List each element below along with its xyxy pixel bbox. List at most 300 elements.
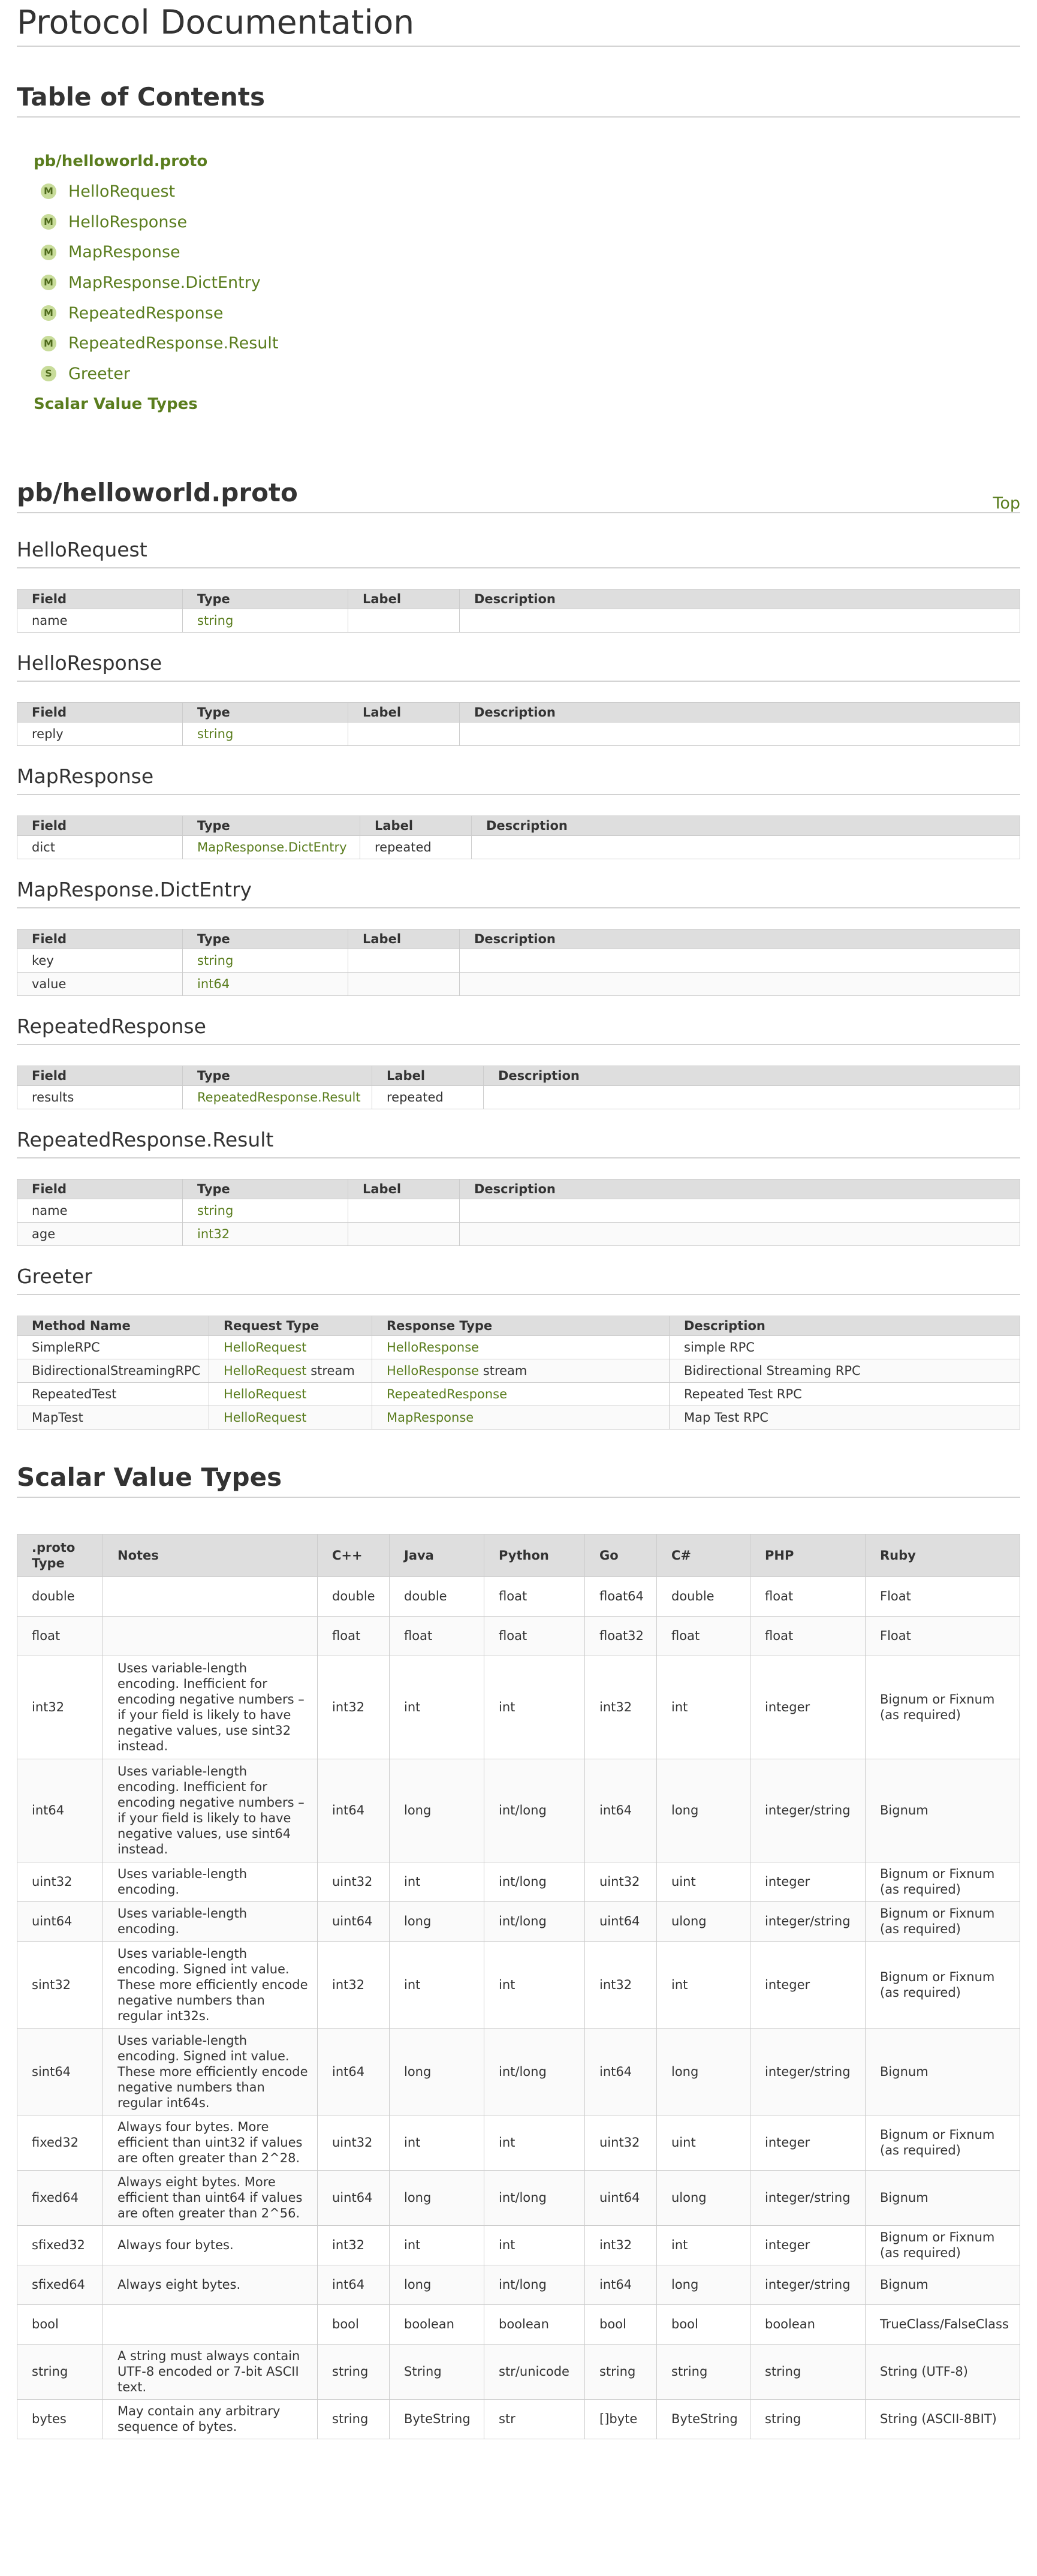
scalar-cell-php: integer/string: [750, 1901, 866, 1941]
scalar-cell-csharp: int: [657, 2225, 750, 2265]
scalar-cell-python: int: [484, 1941, 585, 2028]
scalar-cell-php: integer: [750, 1862, 866, 1901]
doc-page: [0, 2, 1037, 2439]
scalar-cell-csharp: uint: [657, 1862, 750, 1901]
scalar-cell-notes: Always eight bytes.: [103, 2265, 318, 2304]
scalar-cell-ruby: Bignum or Fixnum (as required): [866, 2115, 1020, 2170]
method-description: simple RPC: [670, 1335, 1020, 1359]
scalar-cell-ruby: Bignum or Fixnum (as required): [866, 1941, 1020, 2028]
col-header-python: Python: [484, 1534, 585, 1576]
scalar-cell-go: uint32: [585, 1862, 657, 1901]
col-header-description: Description: [460, 589, 1020, 609]
table-row: [17, 2225, 1020, 2265]
scalar-cell-python: int/long: [484, 2028, 585, 2115]
scalar-cell-python: str: [484, 2399, 585, 2439]
scalar-cell-notes: Uses variable-length encoding. Signed int value. These more efficiently encode negative numbers than regular int64s.: [103, 2028, 318, 2115]
scalar-cell-proto: uint32: [17, 1862, 103, 1901]
table-row: [17, 1576, 1020, 1616]
scalar-cell-go: bool: [585, 2304, 657, 2344]
scalar-cell-cpp: uint32: [318, 2115, 390, 2170]
scalar-cell-ruby: Float: [866, 1576, 1020, 1616]
toc-heading: Table of Contents: [17, 82, 1020, 118]
table-row: [17, 972, 1020, 995]
table-row: [17, 1406, 1020, 1429]
scalar-cell-proto: sint64: [17, 2028, 103, 2115]
repeatedresponse-fields-table: [17, 1066, 1020, 1109]
field-type-link[interactable]: string: [197, 953, 234, 968]
method-name: MapTest: [17, 1406, 209, 1429]
scalar-cell-python: int/long: [484, 1862, 585, 1901]
col-header-label: Label: [348, 589, 460, 609]
response-type-link[interactable]: RepeatedResponse: [387, 1386, 508, 1401]
request-type-link[interactable]: HelloRequest: [224, 1340, 307, 1355]
table-row: [17, 609, 1020, 632]
scalar-cell-java: int: [390, 1862, 484, 1901]
field-description: [460, 609, 1020, 632]
scalar-cell-csharp: string: [657, 2344, 750, 2399]
scalar-cell-go: uint64: [585, 1901, 657, 1941]
scalar-cell-proto: bytes: [17, 2399, 103, 2439]
greeter-methods-table: [17, 1316, 1020, 1430]
scalar-cell-java: long: [390, 1759, 484, 1862]
scalar-cell-proto: float: [17, 1616, 103, 1656]
scalar-types-table: [17, 1534, 1020, 2439]
toc-message-list: [34, 176, 1020, 389]
message-title-helloresponse: HelloResponse: [17, 651, 1020, 682]
table-row: [17, 1759, 1020, 1862]
col-header-description: Description: [460, 1179, 1020, 1199]
scalar-cell-go: int64: [585, 2265, 657, 2304]
scalar-cell-java: int: [390, 1656, 484, 1759]
message-title-repeatedresult: RepeatedResponse.Result: [17, 1127, 1020, 1158]
scalar-cell-cpp: int32: [318, 1941, 390, 2028]
table-row: [17, 949, 1020, 972]
scalar-cell-php: integer: [750, 2225, 866, 2265]
toc-item-hellorequest[interactable]: [41, 176, 1020, 207]
scalar-cell-proto: string: [17, 2344, 103, 2399]
field-type-link[interactable]: string: [197, 613, 234, 628]
scalar-cell-notes: Uses variable-length encoding.: [103, 1862, 318, 1901]
method-name: SimpleRPC: [17, 1335, 209, 1359]
dictentry-fields-table: [17, 929, 1020, 996]
scalar-cell-csharp: long: [657, 1759, 750, 1862]
col-header-type: Type: [183, 1066, 372, 1085]
col-header-field: Field: [17, 1179, 183, 1199]
scalar-cell-notes: Always four bytes.: [103, 2225, 318, 2265]
scalar-cell-python: int/long: [484, 2170, 585, 2225]
scalar-cell-java: int: [390, 1941, 484, 2028]
table-row: [17, 1335, 1020, 1359]
scalar-cell-csharp: int: [657, 1941, 750, 2028]
col-header-description: Description: [670, 1316, 1020, 1335]
col-header-php: PHP: [750, 1534, 866, 1576]
toc-link[interactable]: HelloResponse: [68, 212, 188, 231]
col-header-label: Label: [360, 815, 472, 835]
field-description: [460, 1199, 1020, 1222]
col-header-response: Response Type: [372, 1316, 670, 1335]
field-type-link[interactable]: string: [197, 726, 234, 741]
scalar-cell-proto: sfixed64: [17, 2265, 103, 2304]
scalar-cell-proto: fixed32: [17, 2115, 103, 2170]
scalar-cell-cpp: double: [318, 1576, 390, 1616]
table-row: [17, 1222, 1020, 1245]
col-header-ruby: Ruby: [866, 1534, 1020, 1576]
scalar-cell-python: int: [484, 1656, 585, 1759]
scalar-cell-java: double: [390, 1576, 484, 1616]
scalar-cell-java: float: [390, 1616, 484, 1656]
col-header-type: Type: [183, 589, 348, 609]
col-header-field: Field: [17, 702, 183, 722]
scalar-cell-python: int: [484, 2225, 585, 2265]
field-description: [460, 1222, 1020, 1245]
scalar-cell-python: int/long: [484, 1759, 585, 1862]
scalar-cell-notes: Uses variable-length encoding. Signed int value. These more efficiently encode negative numbers than regular int32s.: [103, 1941, 318, 2028]
scalar-cell-python: int/long: [484, 1901, 585, 1941]
method-description: Bidirectional Streaming RPC: [670, 1359, 1020, 1382]
scalar-cell-php: boolean: [750, 2304, 866, 2344]
request-type-link[interactable]: HelloRequest: [224, 1363, 307, 1378]
scalar-cell-python: int/long: [484, 2265, 585, 2304]
scalar-cell-cpp: int64: [318, 2265, 390, 2304]
field-label: [348, 1199, 460, 1222]
col-header-description: Description: [460, 929, 1020, 949]
scalar-cell-csharp: int: [657, 1656, 750, 1759]
message-badge-icon: M: [41, 336, 56, 351]
scalar-cell-php: integer: [750, 2115, 866, 2170]
scalar-cell-php: integer/string: [750, 2170, 866, 2225]
scalar-cell-php: float: [750, 1576, 866, 1616]
scalar-cell-ruby: Float: [866, 1616, 1020, 1656]
method-description: Repeated Test RPC: [670, 1382, 1020, 1406]
scalar-cell-python: str/unicode: [484, 2344, 585, 2399]
scalar-cell-csharp: long: [657, 2028, 750, 2115]
scalar-cell-proto: sfixed32: [17, 2225, 103, 2265]
field-type-link[interactable]: int32: [197, 1226, 230, 1241]
message-badge-icon: M: [41, 214, 56, 230]
col-header-label: Label: [348, 702, 460, 722]
response-type-link[interactable]: HelloResponse: [387, 1363, 480, 1378]
scalar-cell-java: ByteString: [390, 2399, 484, 2439]
scalar-cell-cpp: int64: [318, 2028, 390, 2115]
toc-link[interactable]: MapResponse: [68, 243, 180, 262]
col-header-request: Request Type: [209, 1316, 372, 1335]
toc-item-greeter[interactable]: [41, 359, 1020, 389]
field-description: [484, 1085, 1020, 1109]
scalar-cell-go: int32: [585, 2225, 657, 2265]
scalar-cell-cpp: uint64: [318, 1901, 390, 1941]
field-label: [348, 949, 460, 972]
scalar-cell-notes: Uses variable-length encoding.: [103, 1901, 318, 1941]
scalar-cell-php: integer: [750, 1941, 866, 2028]
scalar-cell-go: int32: [585, 1941, 657, 2028]
scalar-cell-cpp: float: [318, 1616, 390, 1656]
table-row: [17, 2344, 1020, 2399]
scalar-cell-ruby: Bignum: [866, 2028, 1020, 2115]
spacer: [17, 118, 1020, 146]
field-name: name: [17, 1199, 183, 1222]
scalar-cell-cpp: string: [318, 2399, 390, 2439]
toc-list: [17, 146, 1020, 419]
col-header-csharp: C#: [657, 1534, 750, 1576]
message-title-hellorequest: HelloRequest: [17, 537, 1020, 568]
scalar-cell-ruby: Bignum: [866, 2265, 1020, 2304]
field-name: value: [17, 972, 183, 995]
scalar-cell-csharp: ByteString: [657, 2399, 750, 2439]
scalar-cell-proto: int32: [17, 1656, 103, 1759]
message-title-dictentry: MapResponse.DictEntry: [17, 877, 1020, 908]
scalar-cell-go: int64: [585, 1759, 657, 1862]
file-title-text: pb/helloworld.proto: [17, 477, 298, 507]
field-name: reply: [17, 722, 183, 745]
scalar-section-title: Scalar Value Types: [17, 1462, 1020, 1498]
scalar-header-row: [17, 1534, 1020, 1576]
helloresponse-fields-table: [17, 702, 1020, 746]
col-header-type: Type: [183, 1179, 348, 1199]
scalar-cell-ruby: Bignum or Fixnum (as required): [866, 2225, 1020, 2265]
table-row: [17, 1656, 1020, 1759]
scalar-cell-csharp: ulong: [657, 2170, 750, 2225]
mapresponse-fields-table: [17, 815, 1020, 859]
scalar-cell-cpp: string: [318, 2344, 390, 2399]
scalar-cell-csharp: float: [657, 1616, 750, 1656]
table-row: [17, 1941, 1020, 2028]
toc-file-link[interactable]: pb/helloworld.proto: [34, 152, 208, 170]
request-suffix: stream: [306, 1363, 355, 1378]
scalar-cell-java: int: [390, 2225, 484, 2265]
col-header-field: Field: [17, 929, 183, 949]
response-suffix: stream: [479, 1363, 527, 1378]
scalar-cell-go: int64: [585, 2028, 657, 2115]
scalar-cell-go: int32: [585, 1656, 657, 1759]
field-label: [348, 722, 460, 745]
message-title-repeatedresponse: RepeatedResponse: [17, 1014, 1020, 1045]
request-type-link[interactable]: HelloRequest: [224, 1410, 307, 1425]
scalar-cell-php: integer: [750, 1656, 866, 1759]
spacer: [17, 419, 1020, 477]
scalar-cell-notes: [103, 1616, 318, 1656]
field-label: [348, 1222, 460, 1245]
file-section-title: [17, 477, 1020, 513]
scalar-cell-ruby: String (ASCII-8BIT): [866, 2399, 1020, 2439]
scalar-cell-java: long: [390, 2028, 484, 2115]
table-row: [17, 1382, 1020, 1406]
col-header-method: Method Name: [17, 1316, 209, 1335]
field-name: name: [17, 609, 183, 632]
toc-link[interactable]: MapResponse.DictEntry: [68, 273, 261, 292]
request-type-link[interactable]: HelloRequest: [224, 1386, 307, 1401]
scalar-cell-java: long: [390, 1901, 484, 1941]
field-label: repeated: [372, 1085, 484, 1109]
scalar-cell-php: integer/string: [750, 2265, 866, 2304]
field-label: repeated: [360, 835, 472, 859]
col-header-label: Label: [372, 1066, 484, 1085]
scalar-cell-go: string: [585, 2344, 657, 2399]
scalar-cell-proto: int64: [17, 1759, 103, 1862]
field-label: [348, 609, 460, 632]
top-link[interactable]: Top: [993, 493, 1020, 513]
method-name: BidirectionalStreamingRPC: [17, 1359, 209, 1382]
scalar-cell-notes: Uses variable-length encoding. Inefficient for encoding negative numbers – if your field is likely to have negative values, use sint64 instead.: [103, 1759, 318, 1862]
scalar-cell-go: uint32: [585, 2115, 657, 2170]
message-badge-icon: M: [41, 275, 56, 290]
scalar-cell-ruby: Bignum or Fixnum (as required): [866, 1862, 1020, 1901]
col-header-field: Field: [17, 589, 183, 609]
toc-link[interactable]: Greeter: [68, 364, 130, 383]
table-row: [17, 1862, 1020, 1901]
table-row: [17, 1199, 1020, 1222]
col-header-field: Field: [17, 815, 183, 835]
scalar-cell-ruby: Bignum or Fixnum (as required): [866, 1901, 1020, 1941]
scalar-cell-java: long: [390, 2170, 484, 2225]
scalar-cell-go: []byte: [585, 2399, 657, 2439]
scalar-cell-python: boolean: [484, 2304, 585, 2344]
scalar-cell-ruby: TrueClass/FalseClass: [866, 2304, 1020, 2344]
scalar-cell-python: int: [484, 2115, 585, 2170]
scalar-cell-proto: sint32: [17, 1941, 103, 2028]
hellorequest-fields-table: [17, 589, 1020, 633]
toc-link[interactable]: RepeatedResponse.Result: [68, 334, 279, 353]
toc-scalar-link[interactable]: Scalar Value Types: [34, 395, 198, 413]
scalar-cell-ruby: String (UTF-8): [866, 2344, 1020, 2399]
field-type-link[interactable]: RepeatedResponse.Result: [197, 1090, 361, 1105]
message-badge-icon: M: [41, 183, 56, 199]
scalar-cell-notes: [103, 2304, 318, 2344]
table-row: [17, 2399, 1020, 2439]
scalar-cell-csharp: bool: [657, 2304, 750, 2344]
table-row: [17, 2028, 1020, 2115]
toc-link[interactable]: HelloRequest: [68, 182, 176, 201]
page-title: Protocol Documentation: [17, 2, 1020, 47]
toc-item-repeatedresult[interactable]: [41, 328, 1020, 359]
scalar-cell-notes: Always four bytes. More efficient than uint32 if values are often greater than 2^28.: [103, 2115, 318, 2170]
field-type-link[interactable]: int64: [197, 976, 230, 991]
scalar-cell-java: String: [390, 2344, 484, 2399]
table-row: [17, 2115, 1020, 2170]
scalar-cell-cpp: uint64: [318, 2170, 390, 2225]
method-description: Map Test RPC: [670, 1406, 1020, 1429]
field-type-link[interactable]: MapResponse.DictEntry: [197, 839, 347, 854]
table-row: [17, 2265, 1020, 2304]
scalar-cell-php: integer/string: [750, 1759, 866, 1862]
spacer: [17, 47, 1020, 82]
scalar-cell-go: float64: [585, 1576, 657, 1616]
col-header-label: Label: [348, 929, 460, 949]
scalar-cell-csharp: long: [657, 2265, 750, 2304]
response-type-link[interactable]: HelloResponse: [387, 1340, 480, 1355]
scalar-body: [17, 1576, 1020, 2439]
scalar-cell-cpp: int64: [318, 1759, 390, 1862]
field-description: [460, 949, 1020, 972]
col-header-description: Description: [460, 702, 1020, 722]
table-row: [17, 2170, 1020, 2225]
scalar-cell-csharp: ulong: [657, 1901, 750, 1941]
scalar-cell-ruby: Bignum or Fixnum (as required): [866, 1656, 1020, 1759]
col-header-description: Description: [484, 1066, 1020, 1085]
col-header-go: Go: [585, 1534, 657, 1576]
table-row: [17, 1616, 1020, 1656]
col-header-field: Field: [17, 1066, 183, 1085]
scalar-cell-ruby: Bignum: [866, 2170, 1020, 2225]
table-row: [17, 1359, 1020, 1382]
scalar-cell-go: uint64: [585, 2170, 657, 2225]
scalar-cell-proto: fixed64: [17, 2170, 103, 2225]
col-header-type: Type: [183, 929, 348, 949]
scalar-cell-php: float: [750, 1616, 866, 1656]
toc-item-repeatedresponse[interactable]: [41, 298, 1020, 329]
scalar-cell-cpp: bool: [318, 2304, 390, 2344]
table-row: [17, 835, 1020, 859]
scalar-cell-cpp: int32: [318, 2225, 390, 2265]
scalar-cell-proto: double: [17, 1576, 103, 1616]
scalar-cell-php: string: [750, 2344, 866, 2399]
field-name: dict: [17, 835, 183, 859]
col-header-java: Java: [390, 1534, 484, 1576]
scalar-cell-notes: Uses variable-length encoding. Inefficient for encoding negative numbers – if your field is likely to have negative values, use sint32 instead.: [103, 1656, 318, 1759]
field-description: [472, 835, 1020, 859]
response-type-link[interactable]: MapResponse: [387, 1410, 474, 1425]
scalar-cell-java: boolean: [390, 2304, 484, 2344]
scalar-cell-php: integer/string: [750, 2028, 866, 2115]
col-header-description: Description: [472, 815, 1020, 835]
field-name: key: [17, 949, 183, 972]
col-header-type: Type: [183, 815, 360, 835]
scalar-cell-cpp: uint32: [318, 1862, 390, 1901]
toc-item-mapresponse[interactable]: [41, 237, 1020, 267]
col-header-cpp: C++: [318, 1534, 390, 1576]
message-title-mapresponse: MapResponse: [17, 764, 1020, 795]
table-row: [17, 2304, 1020, 2344]
table-row: [17, 1085, 1020, 1109]
table-row: [17, 722, 1020, 745]
scalar-cell-proto: uint64: [17, 1901, 103, 1941]
col-header-type: Type: [183, 702, 348, 722]
col-header-proto-type: .proto Type: [17, 1534, 103, 1576]
scalar-cell-python: float: [484, 1616, 585, 1656]
scalar-cell-notes: May contain any arbitrary sequence of bytes.: [103, 2399, 318, 2439]
repeatedresult-fields-table: [17, 1179, 1020, 1246]
scalar-cell-csharp: double: [657, 1576, 750, 1616]
scalar-cell-ruby: Bignum: [866, 1759, 1020, 1862]
scalar-cell-go: float32: [585, 1616, 657, 1656]
method-name: RepeatedTest: [17, 1382, 209, 1406]
service-title-greeter: Greeter: [17, 1264, 1020, 1295]
scalar-cell-java: long: [390, 2265, 484, 2304]
field-name: results: [17, 1085, 183, 1109]
field-description: [460, 722, 1020, 745]
field-description: [460, 972, 1020, 995]
field-name: age: [17, 1222, 183, 1245]
field-type-link[interactable]: string: [197, 1203, 234, 1218]
scalar-cell-notes: A string must always contain UTF-8 encoded or 7-bit ASCII text.: [103, 2344, 318, 2399]
scalar-cell-java: int: [390, 2115, 484, 2170]
service-badge-icon: S: [41, 366, 56, 381]
scalar-cell-cpp: int32: [318, 1656, 390, 1759]
scalar-cell-notes: [103, 1576, 318, 1616]
toc-item-dictentry[interactable]: [41, 267, 1020, 298]
toc-link[interactable]: RepeatedResponse: [68, 303, 224, 323]
message-badge-icon: M: [41, 305, 56, 321]
scalar-cell-python: float: [484, 1576, 585, 1616]
scalar-cell-proto: bool: [17, 2304, 103, 2344]
col-header-notes: Notes: [103, 1534, 318, 1576]
message-badge-icon: M: [41, 245, 56, 260]
scalar-cell-notes: Always eight bytes. More efficient than uint64 if values are often greater than 2^56.: [103, 2170, 318, 2225]
field-label: [348, 972, 460, 995]
scalar-cell-php: string: [750, 2399, 866, 2439]
scalar-cell-csharp: uint: [657, 2115, 750, 2170]
table-row: [17, 1901, 1020, 1941]
toc-item-helloresponse[interactable]: [41, 207, 1020, 237]
